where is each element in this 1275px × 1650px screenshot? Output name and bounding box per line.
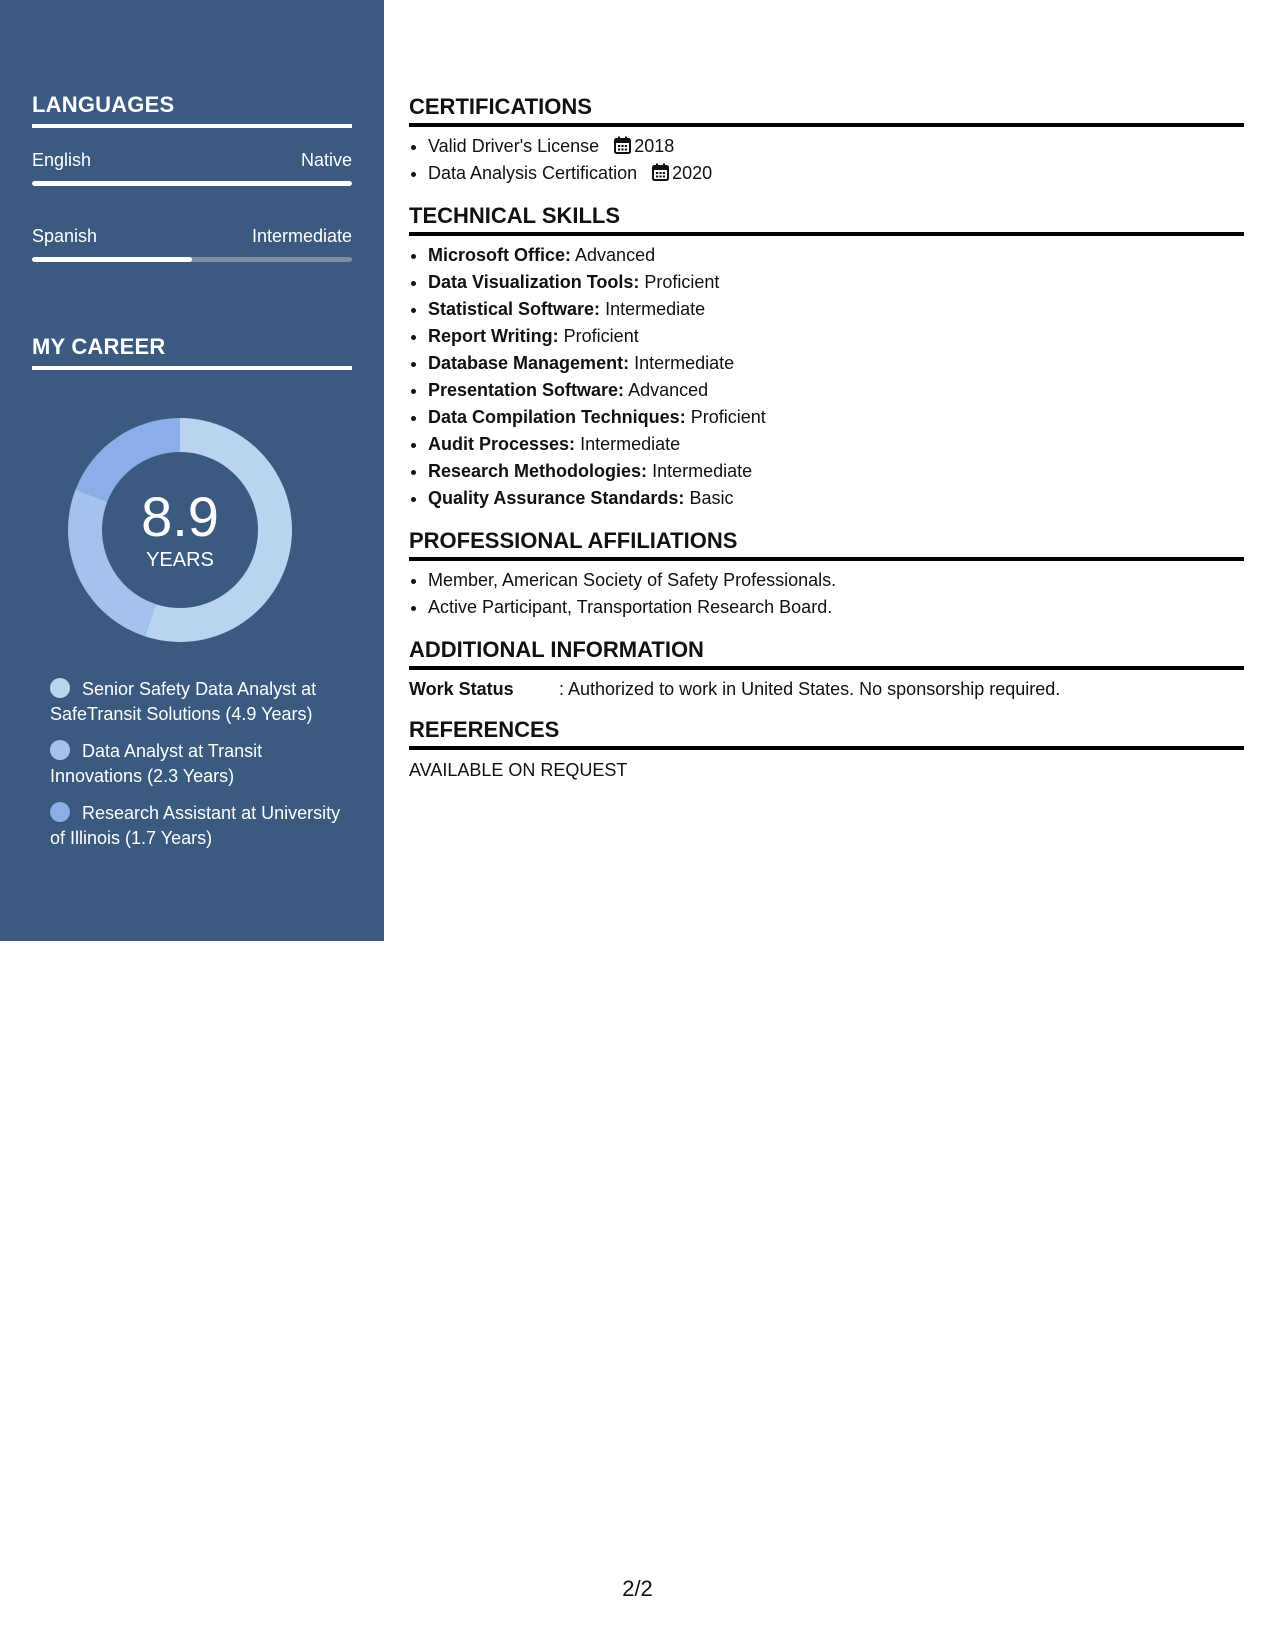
- references-text: AVAILABLE ON REQUEST: [409, 760, 628, 780]
- calendar-icon: [614, 136, 631, 154]
- skill-name: Presentation Software:: [428, 380, 625, 400]
- skill-name: Microsoft Office:: [428, 245, 572, 265]
- skill-name: Quality Assurance Standards:: [428, 488, 685, 508]
- affiliations-list: [409, 567, 1244, 621]
- affiliations-section: [409, 528, 1244, 621]
- career-item-text: Senior Safety Data Analyst at SafeTransit Solutions (4.9 Years): [50, 679, 317, 724]
- skill-item: [428, 458, 1244, 485]
- career-total-unit: YEARS: [146, 548, 214, 571]
- skill-name: Data Visualization Tools:: [428, 272, 640, 292]
- donut-center: [66, 416, 294, 644]
- career-donut-chart: [66, 416, 294, 644]
- work-status-label: Work Status: [409, 679, 514, 699]
- certification-name: Valid Driver's License: [428, 136, 600, 156]
- career-list: [50, 677, 350, 863]
- language-level: Native: [300, 150, 352, 170]
- skill-name: Research Methodologies:: [428, 461, 648, 481]
- career-total-years: 8.9: [141, 484, 219, 548]
- language-proficiency-fill: [32, 257, 192, 262]
- skill-item: [428, 404, 1244, 431]
- skill-level: Basic: [689, 488, 734, 508]
- skill-name: Database Management:: [428, 353, 630, 373]
- skill-item: [428, 350, 1244, 377]
- career-dot-icon: [50, 678, 70, 698]
- skill-item: [428, 485, 1244, 512]
- skill-name: Audit Processes:: [428, 434, 576, 454]
- affiliation-item: • Member, American Society of Safety Professionals.: [428, 567, 1244, 594]
- certification-item: [428, 133, 1244, 160]
- skill-level: Intermediate: [634, 353, 735, 373]
- skill-item: [428, 296, 1244, 323]
- certifications-list: [409, 133, 1244, 187]
- career-item-text: Data Analyst at Transit Innovations (2.3 Years): [50, 741, 263, 786]
- career-heading: MY CAREER: [32, 334, 352, 370]
- skill-item: [428, 323, 1244, 350]
- page-number: 2/2: [622, 1576, 653, 1601]
- skill-level: Proficient: [644, 272, 720, 292]
- language-row: [32, 150, 352, 171]
- certification-item: [428, 160, 1244, 187]
- skill-name: Statistical Software:: [428, 299, 601, 319]
- certification-name: Data Analysis Certification: [428, 163, 638, 183]
- skill-level: Advanced: [575, 245, 656, 265]
- skill-level: Intermediate: [605, 299, 706, 319]
- skill-level: Intermediate: [580, 434, 681, 454]
- language-name: Spanish: [32, 226, 98, 246]
- language-item-english: [32, 150, 352, 186]
- technical-skills-heading: TECHNICAL SKILLS: [409, 203, 1244, 236]
- skill-item: [428, 431, 1244, 458]
- affiliations-heading: PROFESSIONAL AFFILIATIONS: [409, 528, 1244, 561]
- certifications-section: [409, 94, 1244, 187]
- language-item-spanish: [32, 226, 352, 262]
- work-status-row: [409, 676, 1244, 703]
- career-dot-icon: [50, 802, 70, 822]
- certifications-heading: CERTIFICATIONS: [409, 94, 1244, 127]
- language-proficiency-bar: [32, 181, 352, 186]
- career-dot-icon: [50, 740, 70, 760]
- affiliation-item: • Active Participant, Transportation Research Board.: [428, 594, 1244, 621]
- technical-skills-list: [409, 242, 1244, 512]
- skill-level: Intermediate: [652, 461, 753, 481]
- additional-info-section: [409, 637, 1244, 703]
- references-section: [409, 717, 1244, 781]
- sidebar: [0, 0, 384, 941]
- language-row: [32, 226, 352, 247]
- skill-item: [428, 269, 1244, 296]
- career-item-text: Research Assistant at University of Illinois (1.7 Years): [50, 803, 341, 848]
- language-name: English: [32, 150, 92, 170]
- references-heading: REFERENCES: [409, 717, 1244, 750]
- technical-skills-section: [409, 203, 1244, 512]
- skill-item: [428, 377, 1244, 404]
- skill-name: Data Compilation Techniques:: [428, 407, 686, 427]
- skill-item: [428, 242, 1244, 269]
- languages-heading: LANGUAGES: [32, 92, 352, 128]
- additional-info-heading: ADDITIONAL INFORMATION: [409, 637, 1244, 670]
- career-item: [50, 677, 350, 727]
- language-proficiency-bar: [32, 257, 352, 262]
- certification-year: 2020: [672, 163, 713, 183]
- languages-section: [32, 92, 352, 262]
- main-content: [409, 94, 1244, 781]
- language-level: Intermediate: [251, 226, 352, 246]
- language-proficiency-fill: [32, 181, 352, 186]
- calendar-icon: [652, 163, 669, 181]
- skill-name: Report Writing:: [428, 326, 559, 346]
- career-item: [50, 801, 350, 851]
- certification-year: 2018: [634, 136, 675, 156]
- skill-level: Proficient: [563, 326, 639, 346]
- skill-level: Proficient: [690, 407, 766, 427]
- career-item: [50, 739, 350, 789]
- skill-level: Advanced: [628, 380, 709, 400]
- work-status-value: : Authorized to work in United States. No sponsorship required.: [559, 679, 1061, 699]
- career-section: [32, 334, 352, 370]
